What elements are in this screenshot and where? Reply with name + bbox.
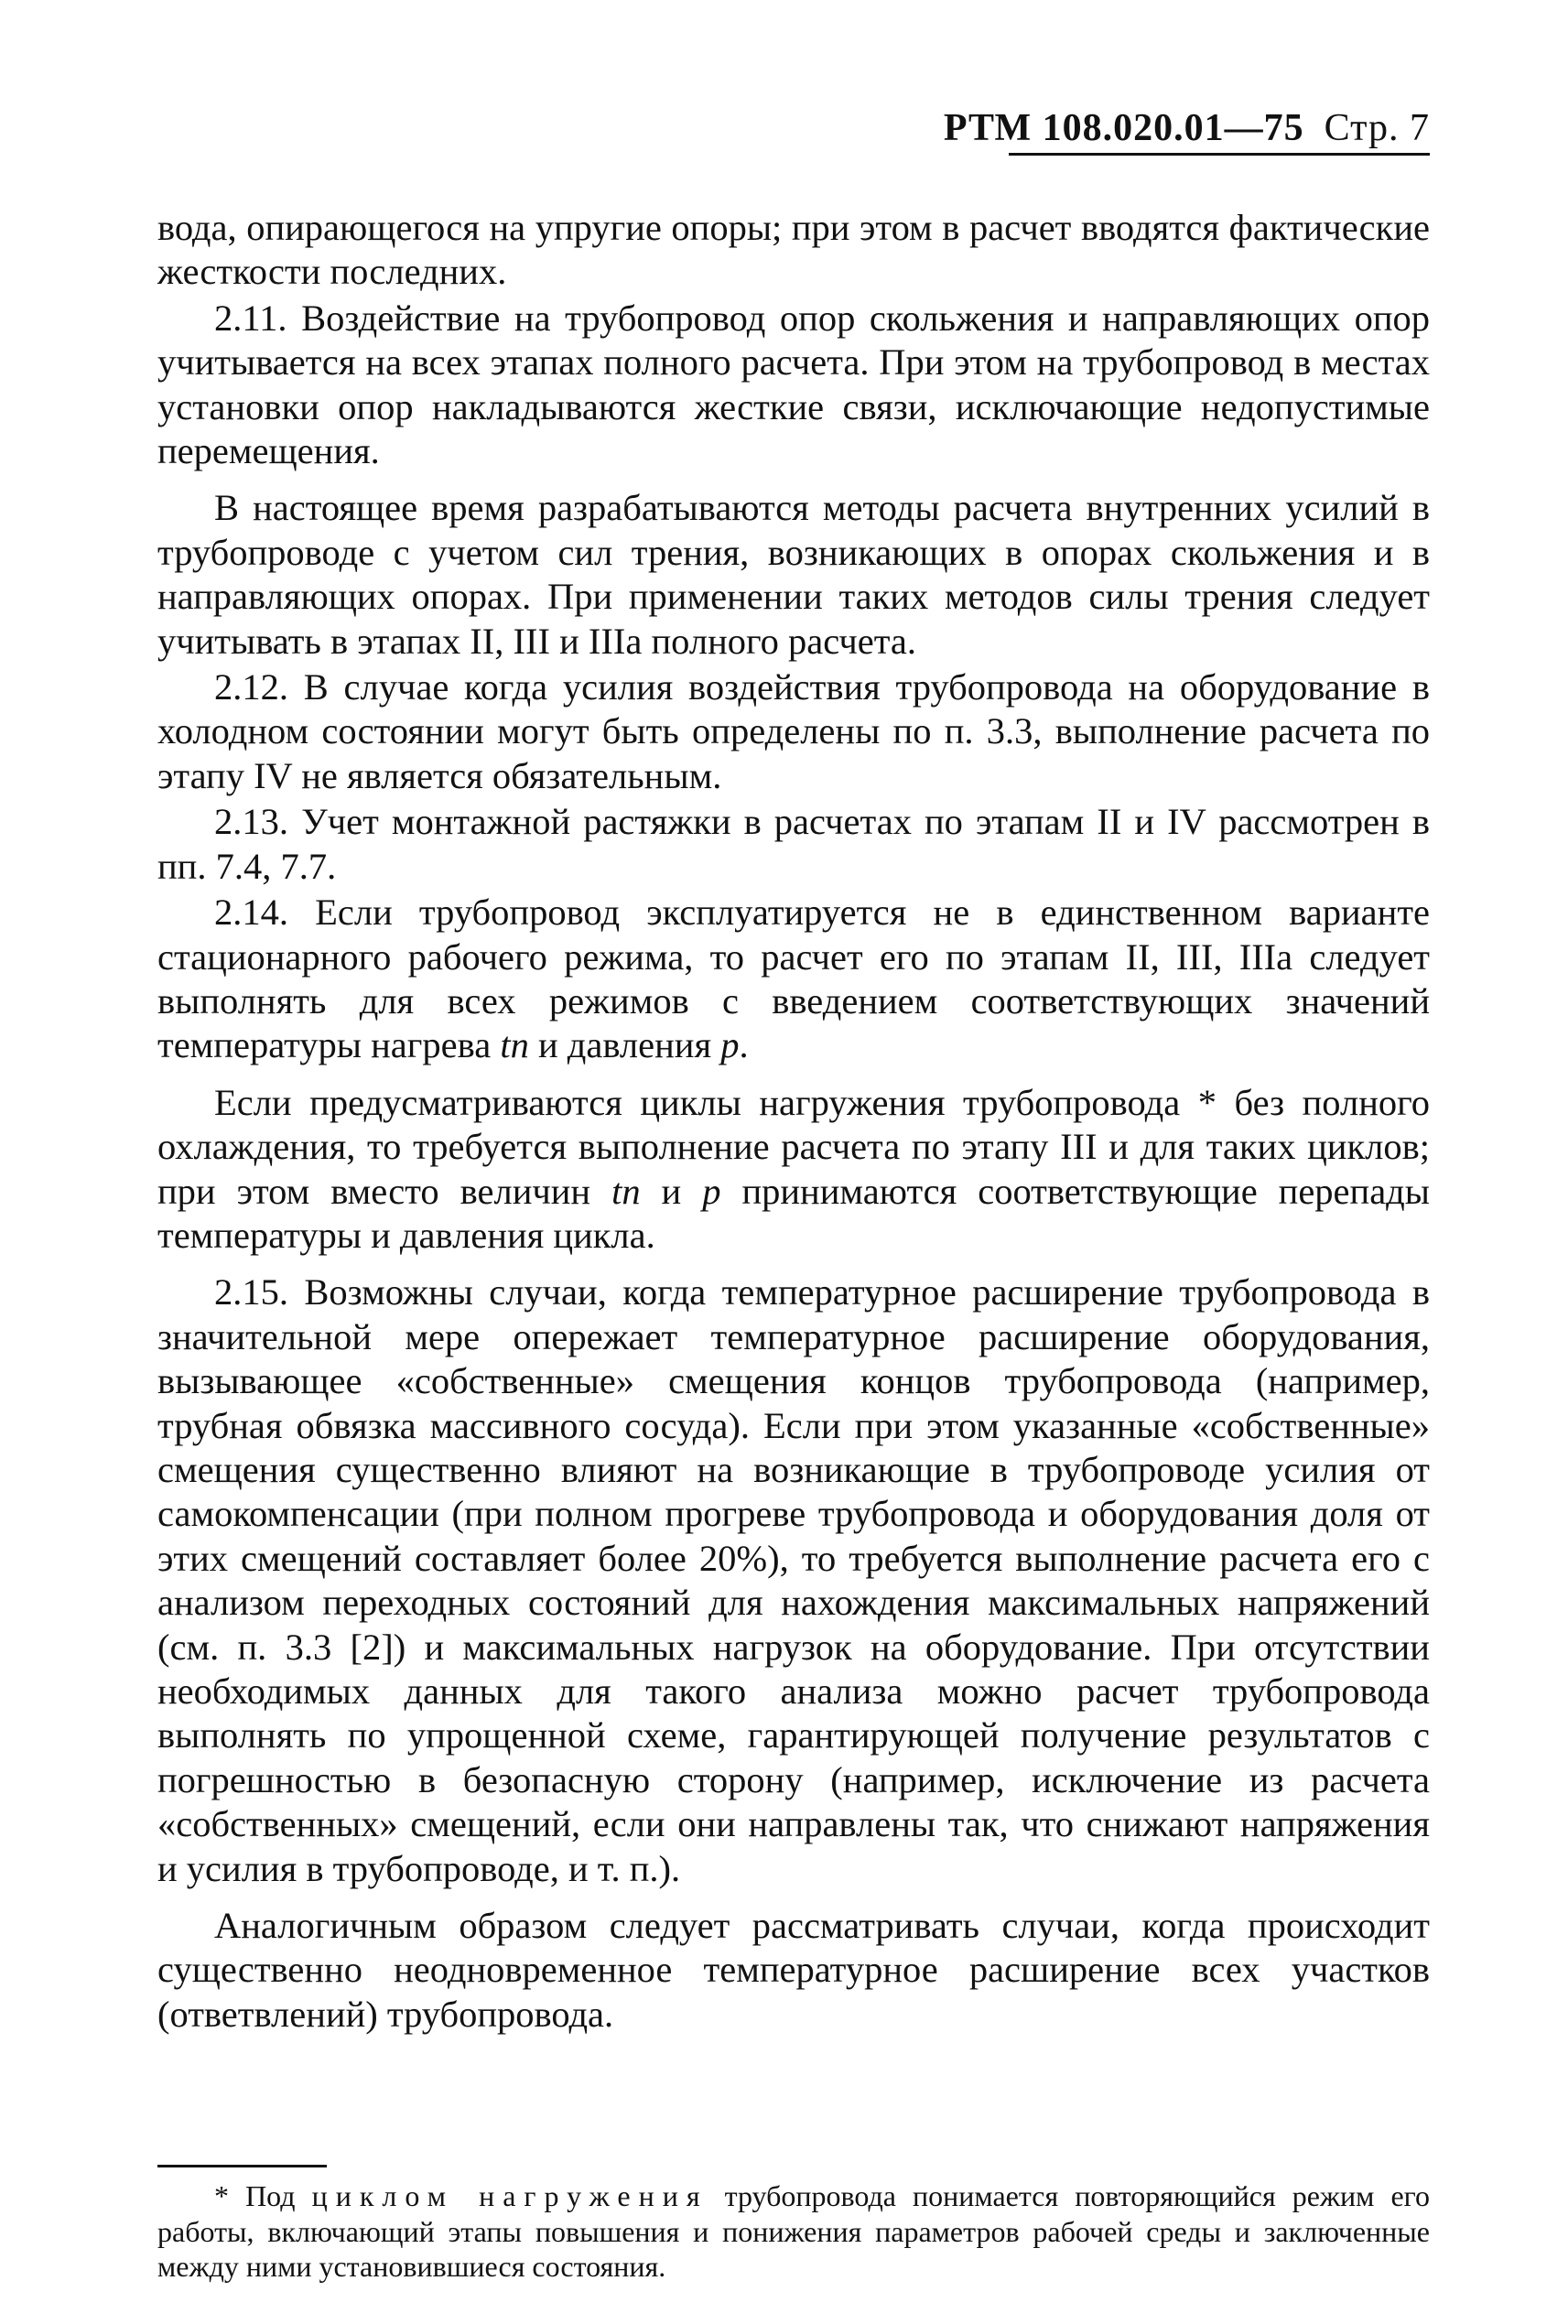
paragraph-branches: Аналогичным образом следует рассматривать случаи, когда происходит существенно неодновременное температурное расширение всех участков (ответвлений) трубопровода.	[157, 1905, 1430, 2035]
document-page	[157, 105, 1430, 2284]
paragraph-2-13: 2.13. Учет монтажной растяжки в расчетах по этапам II и IV рассмотрен в пп. 7.4, 7.7.	[157, 801, 1430, 887]
symbol-heating-temperature: tп	[500, 1024, 529, 1066]
paragraph-2-14-end: .	[739, 1024, 749, 1066]
footnote-term: циклом нагружения	[311, 2179, 708, 2212]
symbol-pressure: p	[702, 1170, 721, 1212]
footnote-marker: * Под	[214, 2179, 312, 2212]
symbol-pressure: p	[720, 1024, 740, 1066]
paragraph-friction-methods: В настоящее время разрабатываются методы расчета внутренних усилий в трубопроводе с учетом сил трения, возникающих в опорах скольжения и в направляющих опорах. При применении таких методов силы трения следует учитывать в этапах II, III и IIIа полного расчета.	[157, 487, 1430, 662]
symbol-heating-temperature: tп	[611, 1170, 641, 1212]
paragraph-load-cycles	[157, 1081, 1430, 1259]
paragraph-2-11: 2.11. Воздействие на трубопровод опор скольжения и направляющих опор учитывается на всех этапах полного расчета. При этом на трубопровод в местах установки опор накладываются жесткие связи, исключающие недопустимые перемещения.	[157, 297, 1430, 472]
paragraph-load-cycles-text: Если предусматриваются циклы нагружения трубопровода * без полного охлаждения, то требуется выполнение расчета по этапу III и для таких циклов; при этом вместо величин	[157, 1081, 1430, 1212]
page-number: Стр. 7	[1324, 107, 1430, 149]
page-header	[944, 105, 1430, 151]
paragraph-load-cycles-text-3: принимаются соответствующие перепады температуры и давления цикла.	[157, 1170, 1430, 1256]
paragraph-continuation: вода, опирающегося на упругие опоры; при этом в расчет вводятся фактические жесткости последних.	[157, 207, 1430, 293]
paragraph-2-14-text-2: и давления	[528, 1024, 721, 1066]
paragraph-2-12: 2.12. В случае когда усилия воздействия трубопровода на оборудование в холодном состоянии могут быть определены по п. 3.3, выполнение расчета по этапу IV не является обязательным.	[157, 666, 1430, 796]
header-rule	[1009, 153, 1430, 156]
paragraph-2-14-text: 2.14. Если трубопровод эксплуатируется не в единственном варианте стационарного рабочего режима, то расчет его по этапам II, III, IIIа следует выполнять для всех режимов с введением соответствующих значений температуры нагрева	[157, 892, 1430, 1066]
footnote-rule	[157, 2165, 327, 2167]
footnote-text: трубопровода понимается повторяющийся режим его работы, включающий этапы повышения и понижения параметров рабочей среды и заключенные между ними установившиеся состояния.	[157, 2179, 1430, 2283]
footnote	[157, 2178, 1430, 2285]
paragraph-load-cycles-text-2: и	[640, 1170, 703, 1212]
document-body	[157, 206, 1430, 2037]
paragraph-2-14	[157, 891, 1430, 1068]
document-code: РТМ 108.020.01—75	[943, 107, 1304, 149]
paragraph-2-15: 2.15. Возможны случаи, когда температурное расширение трубопровода в значительной мере опережает температурное расширение оборудования, вызывающее «собственные» смещения концов трубопровода (например, трубная обвязка массивного сосуда). Если при этом указанные «собственные» смещения существенно влияют на возникающие в трубопроводе усилия от самокомпенсации (при полном прогреве трубопровода и оборудования доля от этих смещений составляет более 20%), то требуется выполнение расчета его с анализом переходных состояний для нахождения максимальных напряжений (см. п. 3.3 [2]) и максимальных нагрузок на оборудование. При отсутствии необходимых данных для такого анализа можно расчет трубопровода выполнять по упрощенной схеме, гарантирующей получение результатов с погрешностью в безопасную сторону (например, исключение из расчета «собственных» смещений, если они направлены так, что снижают напряжения и усилия в трубопроводе, и т. п.).	[157, 1271, 1430, 1889]
